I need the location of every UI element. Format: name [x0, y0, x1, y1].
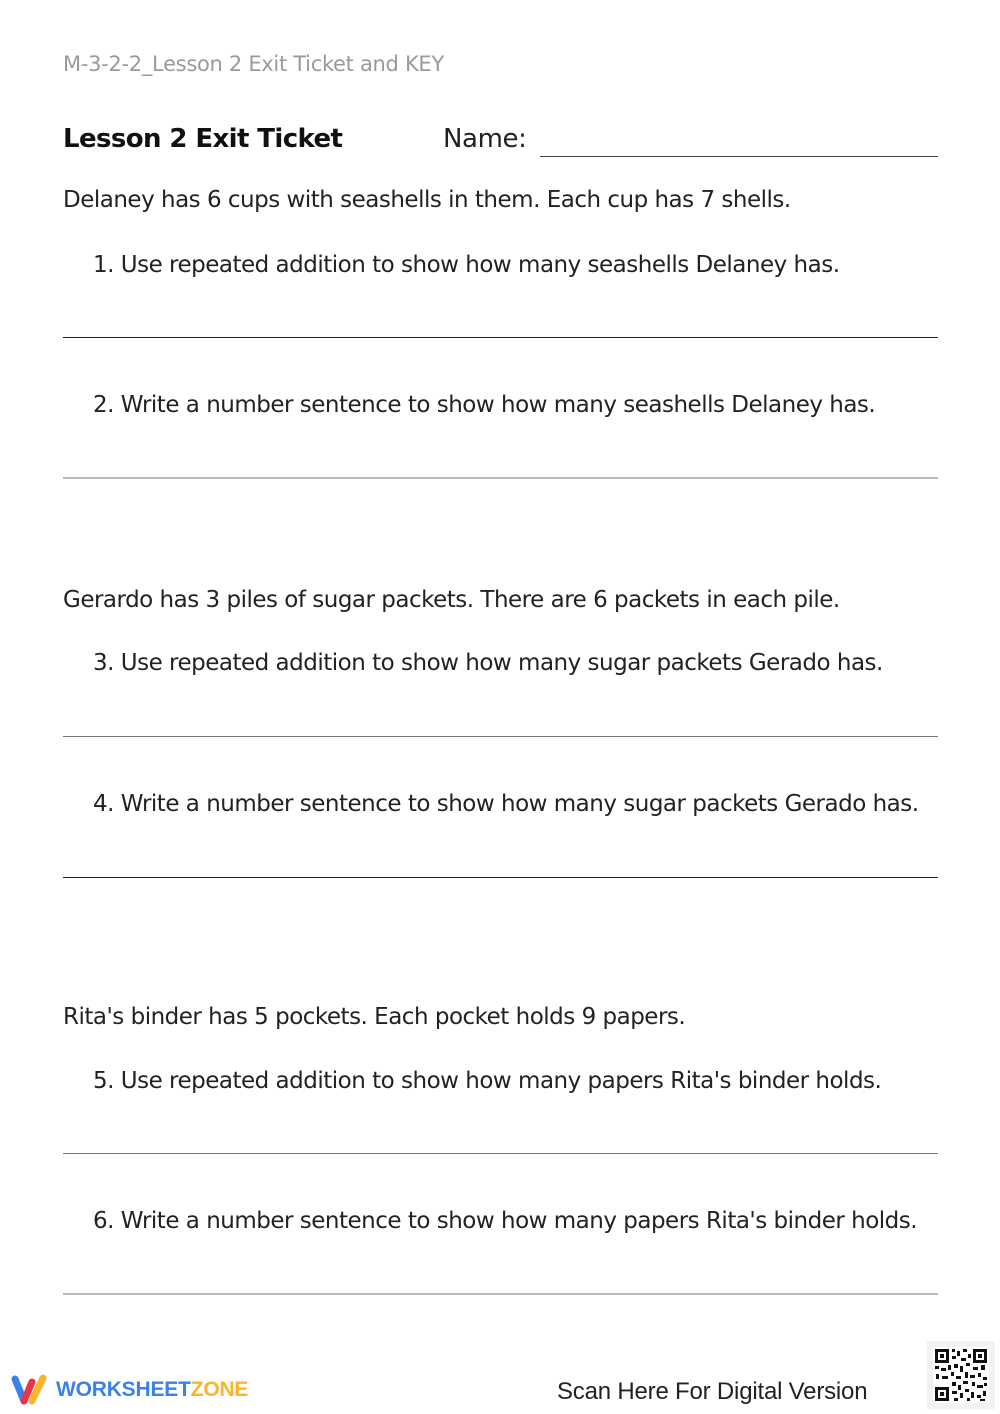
scan-caption: Scan Here For Digital Version: [557, 1378, 868, 1405]
answer-line-4[interactable]: [63, 877, 938, 878]
logo-w-icon: [10, 1373, 50, 1407]
answer-line-3[interactable]: [63, 736, 938, 737]
answer-line-1[interactable]: [63, 337, 938, 338]
name-field[interactable]: [540, 156, 938, 157]
qr-code-icon[interactable]: [927, 1341, 995, 1409]
page-title: Lesson 2 Exit Ticket: [63, 124, 343, 154]
scenario-1: Delaney has 6 cups with seashells in them. Each cup has 7 shells.: [63, 187, 791, 213]
question-5: 5. Use repeated addition to show how many papers Rita's binder holds.: [93, 1068, 882, 1094]
worksheetzone-logo[interactable]: [10, 1373, 248, 1407]
scenario-2: Gerardo has 3 piles of sugar packets. There are 6 packets in each pile.: [63, 587, 840, 613]
logo-text: WORKSHEETZONE: [56, 1378, 249, 1401]
answer-line-2[interactable]: [63, 477, 938, 479]
question-4: 4. Write a number sentence to show how many sugar packets Gerado has.: [93, 791, 919, 817]
question-3: 3. Use repeated addition to show how many sugar packets Gerado has.: [93, 650, 883, 676]
answer-line-6[interactable]: [63, 1293, 938, 1295]
question-1: 1. Use repeated addition to show how many seashells Delaney has.: [93, 252, 840, 278]
question-6: 6. Write a number sentence to show how many papers Rita's binder holds.: [93, 1208, 918, 1234]
answer-line-5[interactable]: [63, 1153, 938, 1154]
scenario-3: Rita's binder has 5 pockets. Each pocket holds 9 papers.: [63, 1004, 686, 1030]
document-header: M-3-2-2_Lesson 2 Exit Ticket and KEY: [63, 52, 444, 76]
name-label: Name:: [443, 124, 527, 154]
question-2: 2. Write a number sentence to show how many seashells Delaney has.: [93, 392, 876, 418]
